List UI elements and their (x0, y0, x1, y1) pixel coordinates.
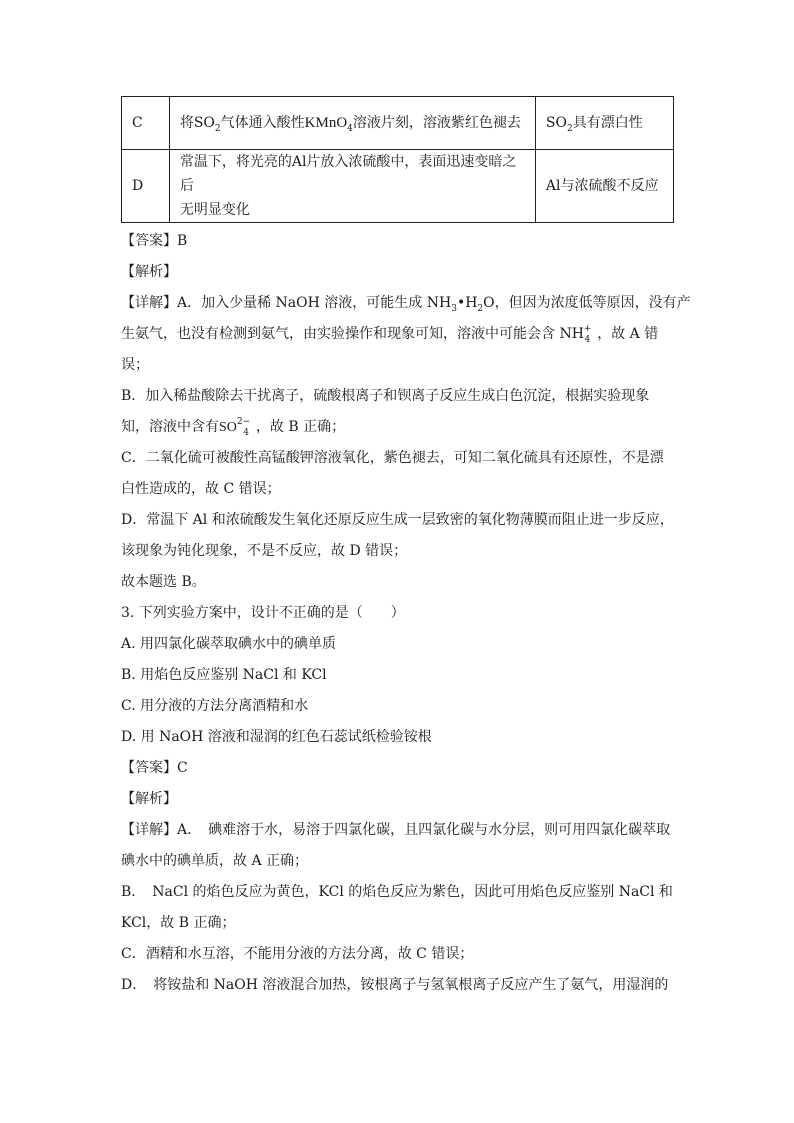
explanation-line: D．常温下 Al 和浓硫酸发生氧化还原反应生成一层致密的氧化物薄膜而阻止进一步反应， (121, 512, 674, 528)
choice-a: A. 用四氯化碳萃取碘水中的碘单质 (121, 636, 337, 652)
explanation-line: D． 将铵盐和 NaOH 溶液混合加热，铵根离子与氢氧根离子反应产生了氨气，用湿润的 (121, 977, 669, 993)
explanation-line: B． NaCl 的焰色反应为黄色，KCl 的焰色反应为紫色，因此可用焰色反应鉴别 NaCl 和 (121, 884, 673, 900)
conclusion-line: 故本题选 B。 (121, 574, 206, 590)
choice-d: D. 用 NaOH 溶液和湿润的红色石蕊试纸检验铵根 (121, 729, 432, 745)
result-cell: Al与浓硫酸不反应 (535, 150, 673, 223)
explanation-line: 【详解】A．加入少量稀 NaOH 溶液，可能生成 $NH_3•H_2O$，但因为浓度低等原因，没有产 (121, 295, 691, 314)
explanation-line: 生氨气，也没有检测到氨气，由实验操作和现象可知，溶液中可能会含 $NH^+_4$ ，故 A 错 (121, 324, 659, 345)
explanation-line: B．加入稀盐酸除去干扰离子，硫酸根离子和钡离子反应生成白色沉淀，根据实验现象 (121, 388, 650, 404)
operation-cell: 常温下，将光亮的Al片放入浓硫酸中，表面迅速变暗之后 无明显变化 (169, 150, 535, 223)
explanation-line: 误； (121, 357, 149, 373)
table-row (122, 97, 674, 150)
explanation-line: 碘水中的碘单质，故 A 正确； (121, 853, 309, 869)
explanation-line: C．酒精和水互溶，不能用分液的方法分离，故 C 错误； (121, 946, 474, 962)
choice-b: B. 用焰色反应鉴别 NaCl 和 KCl (121, 667, 327, 683)
choice-c: C. 用分液的方法分离酒精和水 (121, 698, 309, 714)
option-label: C (122, 97, 170, 150)
option-label: D (122, 150, 170, 223)
operation-cell: 将$SO_2$气体通入酸性KMnO$_4$溶液片刻，溶液紫红色褪去 (169, 97, 535, 150)
result-cell: $SO_2$具有漂白性 (535, 97, 673, 150)
explanation-line: 知，溶液中含有$SO^{2-}_4$ ，故 B 正确； (121, 417, 346, 438)
explanation-line: KCl，故 B 正确； (121, 915, 236, 931)
options-table (121, 96, 674, 223)
answer-line: 【答案】C (121, 760, 188, 776)
explanation-line: 该现象为钝化现象，不是不反应，故 D 错误； (121, 543, 408, 559)
explanation-line: 【详解】A． 碘难溶于水，易溶于四氯化碳，且四氯化碳与水分层，则可用四氯化碳萃取 (121, 822, 671, 838)
explanation-line: 白性造成的，故 C 错误； (121, 481, 281, 497)
question-stem: 3. 下列实验方案中，设计不正确的是（ ） (121, 605, 405, 621)
analysis-heading: 【解析】 (121, 264, 177, 280)
answer-line: 【答案】B (121, 233, 188, 249)
explanation-line: C．二氧化硫可被酸性高锰酸钾溶液氧化，紫色褪去，可知二氧化硫具有还原性，不是漂 (121, 450, 664, 466)
analysis-heading: 【解析】 (121, 791, 177, 807)
document-text (121, 226, 691, 1001)
table-row (122, 150, 674, 223)
